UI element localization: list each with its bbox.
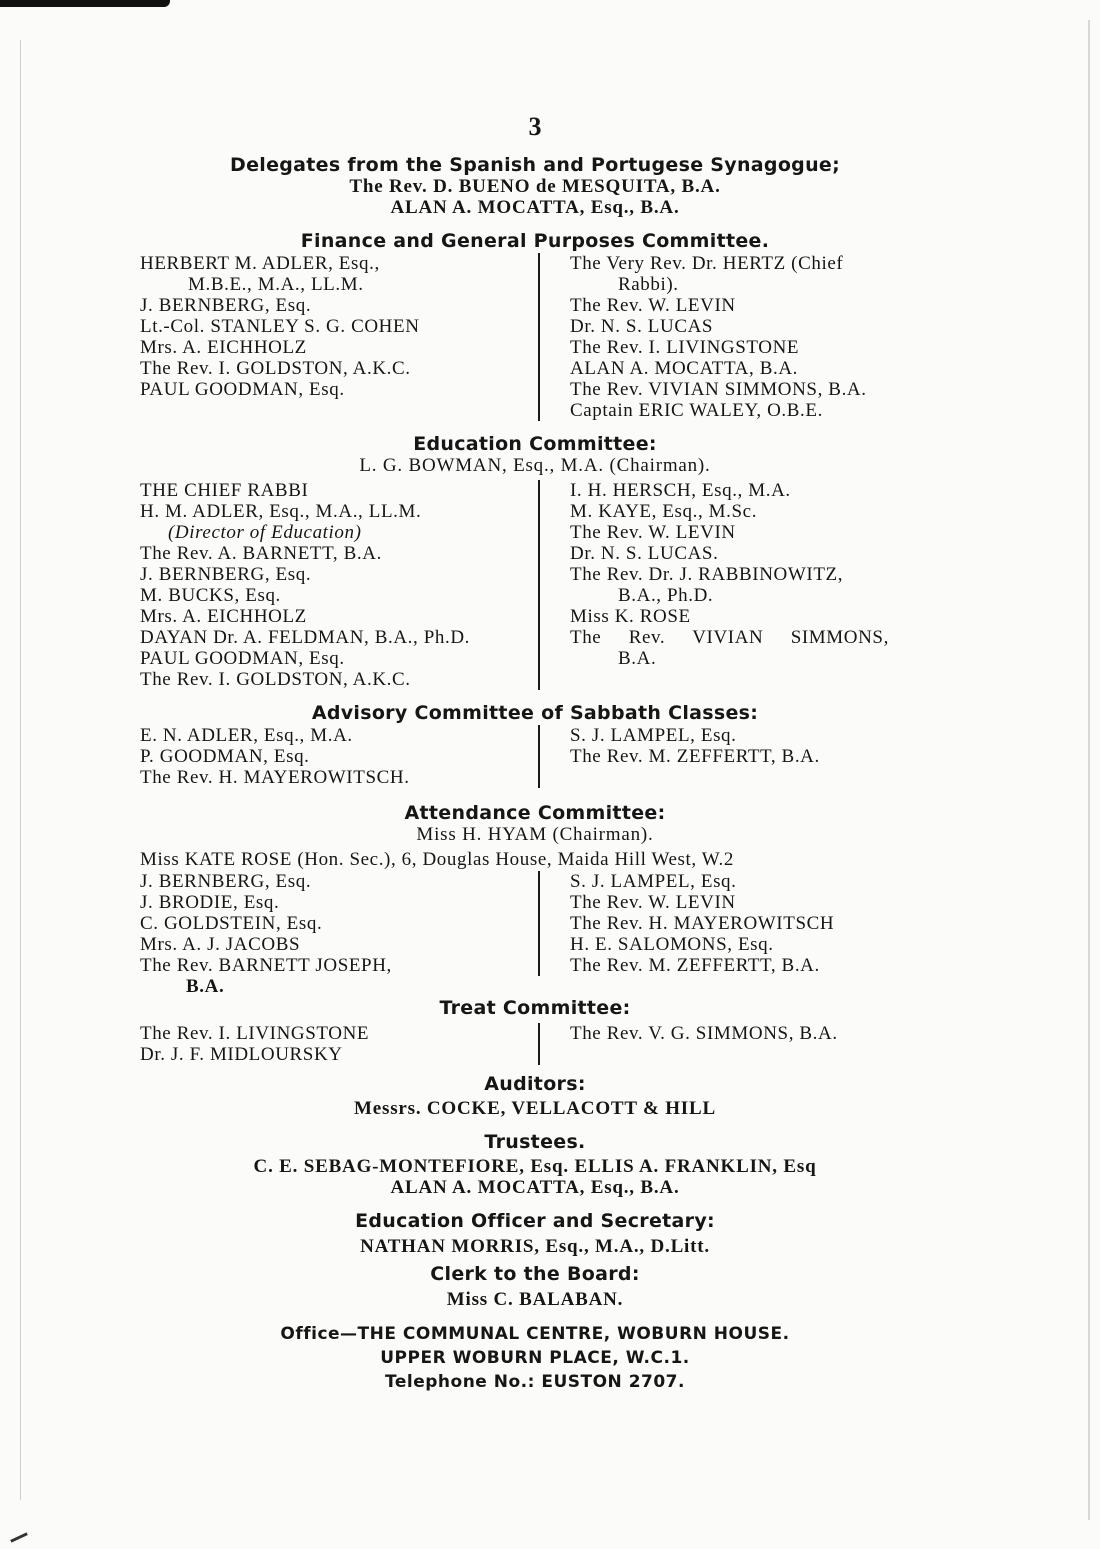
member-entry: I. H. HERSCH, Esq., M.A.: [570, 480, 791, 501]
auditors-heading: Auditors:: [484, 1073, 586, 1095]
member-entry: HERBERT M. ADLER, Esq.,: [140, 253, 380, 274]
member-entry: M.B.E., M.A., LL.M.: [188, 274, 364, 295]
secretary-heading: Education Officer and Secretary:: [355, 1210, 715, 1232]
member-entry: The Rev. VIVIAN SIMMONS,: [570, 627, 889, 648]
clerk-heading: Clerk to the Board:: [430, 1263, 640, 1285]
advisory-section: [140, 702, 930, 788]
member-entry: THE CHIEF RABBI: [140, 480, 309, 501]
attendance-section: [140, 802, 930, 997]
member-entry: C. GOLDSTEIN, Esq.: [140, 913, 323, 934]
member-entry: The Rev. H. MAYEROWITSCH.: [140, 767, 410, 788]
member-entry: The Rev. A. BARNETT, B.A.: [140, 543, 382, 564]
advisory-right-column: [538, 725, 930, 788]
member-entry: The Rev. W. LEVIN: [570, 892, 736, 913]
member-entry: M. BUCKS, Esq.: [140, 585, 281, 606]
scan-left-edge: [20, 40, 21, 1500]
member-entry: Mrs. A. J. JACOBS: [140, 934, 301, 955]
member-entry: The Rev. H. MAYEROWITSCH: [570, 913, 835, 934]
member-entry: Rabbi).: [618, 274, 679, 295]
document-page: [140, 112, 930, 1394]
member-entry: PAUL GOODMAN, Esq.: [140, 379, 345, 400]
finance-heading: Finance and General Purposes Committee.: [300, 230, 770, 252]
member-entry: B.A.: [186, 976, 225, 997]
attendance-columns: [140, 871, 930, 997]
member-entry: Miss K. ROSE: [570, 606, 691, 627]
treat-columns: [140, 1023, 930, 1065]
advisory-columns: [140, 725, 930, 788]
education-chair: L. G. BOWMAN, Esq., M.A. (Chairman).: [359, 455, 711, 476]
member-entry: The Very Rev. Dr. HERTZ (Chief: [570, 253, 844, 274]
member-entry: S. J. LAMPEL, Esq.: [570, 725, 737, 746]
delegate-line: The Rev. D. BUENO de MESQUITA, B.A.: [349, 176, 721, 197]
auditors-section: [140, 1073, 930, 1119]
member-entry: The Rev. V. G. SIMMONS, B.A.: [570, 1023, 838, 1044]
member-entry: P. GOODMAN, Esq.: [140, 746, 310, 767]
member-entry: The Rev. I. LIVINGSTONE: [140, 1023, 370, 1044]
trustee-line: ALAN A. MOCATTA, Esq., B.A.: [390, 1177, 680, 1198]
member-entry: B.A., Ph.D.: [618, 585, 714, 606]
education-right-column: [538, 480, 930, 690]
member-entry: H. M. ADLER, Esq., M.A., LL.M.: [140, 501, 422, 522]
attendance-heading: Attendance Committee:: [404, 802, 666, 824]
member-entry: The Rev. W. LEVIN: [570, 522, 736, 543]
education-columns: [140, 480, 930, 690]
office-address: UPPER WOBURN PLACE, W.C.1.: [380, 1348, 690, 1368]
treat-heading: Treat Committee:: [439, 997, 631, 1019]
member-entry: Mrs. A. EICHHOLZ: [140, 337, 307, 358]
member-entry: J. BERNBERG, Esq.: [140, 295, 312, 316]
member-entry: E. N. ADLER, Esq., M.A.: [140, 725, 353, 746]
scan-edge-mark: [0, 0, 170, 7]
member-entry: The Rev. VIVIAN SIMMONS, B.A.: [570, 379, 867, 400]
delegates-heading: Delegates from the Spanish and Portugese Synagogue;: [230, 154, 840, 176]
member-entry: (Director of Education): [168, 522, 362, 543]
finance-section: [140, 230, 930, 421]
office-telephone: Telephone No.: EUSTON 2707.: [385, 1372, 685, 1392]
secretary-section: [140, 1210, 930, 1257]
finance-left-column: [140, 253, 538, 421]
delegates-section: [140, 154, 930, 218]
finance-right-column: [538, 253, 930, 421]
scan-corner-mark: [10, 1532, 28, 1542]
clerk-section: [140, 1263, 930, 1310]
finance-columns: [140, 253, 930, 421]
attendance-right-column: [538, 871, 930, 976]
attendance-chair: Miss H. HYAM (Chairman).: [416, 824, 654, 845]
member-entry: The Rev. I. GOLDSTON, A.K.C.: [140, 358, 411, 379]
member-entry: B.A.: [618, 648, 657, 669]
member-entry: The Rev. Dr. J. RABBINOWITZ,: [570, 564, 844, 585]
member-entry: Dr. N. S. LUCAS.: [570, 543, 719, 564]
member-entry: Captain ERIC WALEY, O.B.E.: [570, 400, 823, 421]
auditors-line: Messrs. COCKE, VELLACOTT & HILL: [354, 1098, 716, 1119]
member-entry: The Rev. BARNETT JOSEPH,: [140, 955, 392, 976]
member-entry: DAYAN Dr. A. FELDMAN, B.A., Ph.D.: [140, 627, 470, 648]
member-entry: ALAN A. MOCATTA, B.A.: [570, 358, 799, 379]
trustee-line: C. E. SEBAG-MONTEFIORE, Esq. ELLIS A. FRANKLIN, Esq: [253, 1156, 817, 1177]
delegate-line: ALAN A. MOCATTA, Esq., B.A.: [390, 197, 680, 218]
trustees-heading: Trustees.: [484, 1131, 586, 1153]
office-section: [140, 1322, 930, 1394]
education-heading: Education Committee:: [413, 433, 657, 455]
office-address: Office—THE COMMUNAL CENTRE, WOBURN HOUSE.: [280, 1324, 790, 1344]
member-entry: J. BRODIE, Esq.: [140, 892, 280, 913]
treat-left-column: [140, 1023, 538, 1065]
scan-right-edge: [1088, 20, 1090, 1520]
member-entry: J. BERNBERG, Esq.: [140, 871, 312, 892]
member-entry: The Rev. M. ZEFFERTT, B.A.: [570, 746, 820, 767]
member-entry: The Rev. I. GOLDSTON, A.K.C.: [140, 669, 411, 690]
page-number: 3: [528, 112, 542, 141]
secretary-line: NATHAN MORRIS, Esq., M.A., D.Litt.: [360, 1236, 710, 1257]
member-entry: Dr. J. F. MIDLOURSKY: [140, 1044, 343, 1065]
member-entry: PAUL GOODMAN, Esq.: [140, 648, 345, 669]
advisory-heading: Advisory Committee of Sabbath Classes:: [311, 702, 759, 724]
treat-right-column: [538, 1023, 930, 1065]
treat-section: [140, 997, 930, 1065]
member-entry: The Rev. W. LEVIN: [570, 295, 736, 316]
advisory-left-column: [140, 725, 538, 788]
education-section: [140, 433, 930, 690]
member-entry: The Rev. M. ZEFFERTT, B.A.: [570, 955, 820, 976]
attendance-left-column: [140, 871, 538, 997]
member-entry: Mrs. A. EICHHOLZ: [140, 606, 307, 627]
member-entry: The Rev. I. LIVINGSTONE: [570, 337, 800, 358]
member-entry: M. KAYE, Esq., M.Sc.: [570, 501, 758, 522]
member-entry: S. J. LAMPEL, Esq.: [570, 871, 737, 892]
member-entry: J. BERNBERG, Esq.: [140, 564, 312, 585]
trustees-section: [140, 1131, 930, 1198]
member-entry: Dr. N. S. LUCAS: [570, 316, 714, 337]
member-entry: H. E. SALOMONS, Esq.: [570, 934, 774, 955]
attendance-secretary: Miss KATE ROSE (Hon. Sec.), 6, Douglas House, Maida Hill West, W.2: [140, 849, 734, 870]
member-entry: Lt.-Col. STANLEY S. G. COHEN: [140, 316, 420, 337]
clerk-line: Miss C. BALABAN.: [446, 1289, 624, 1310]
education-left-column: [140, 480, 538, 690]
